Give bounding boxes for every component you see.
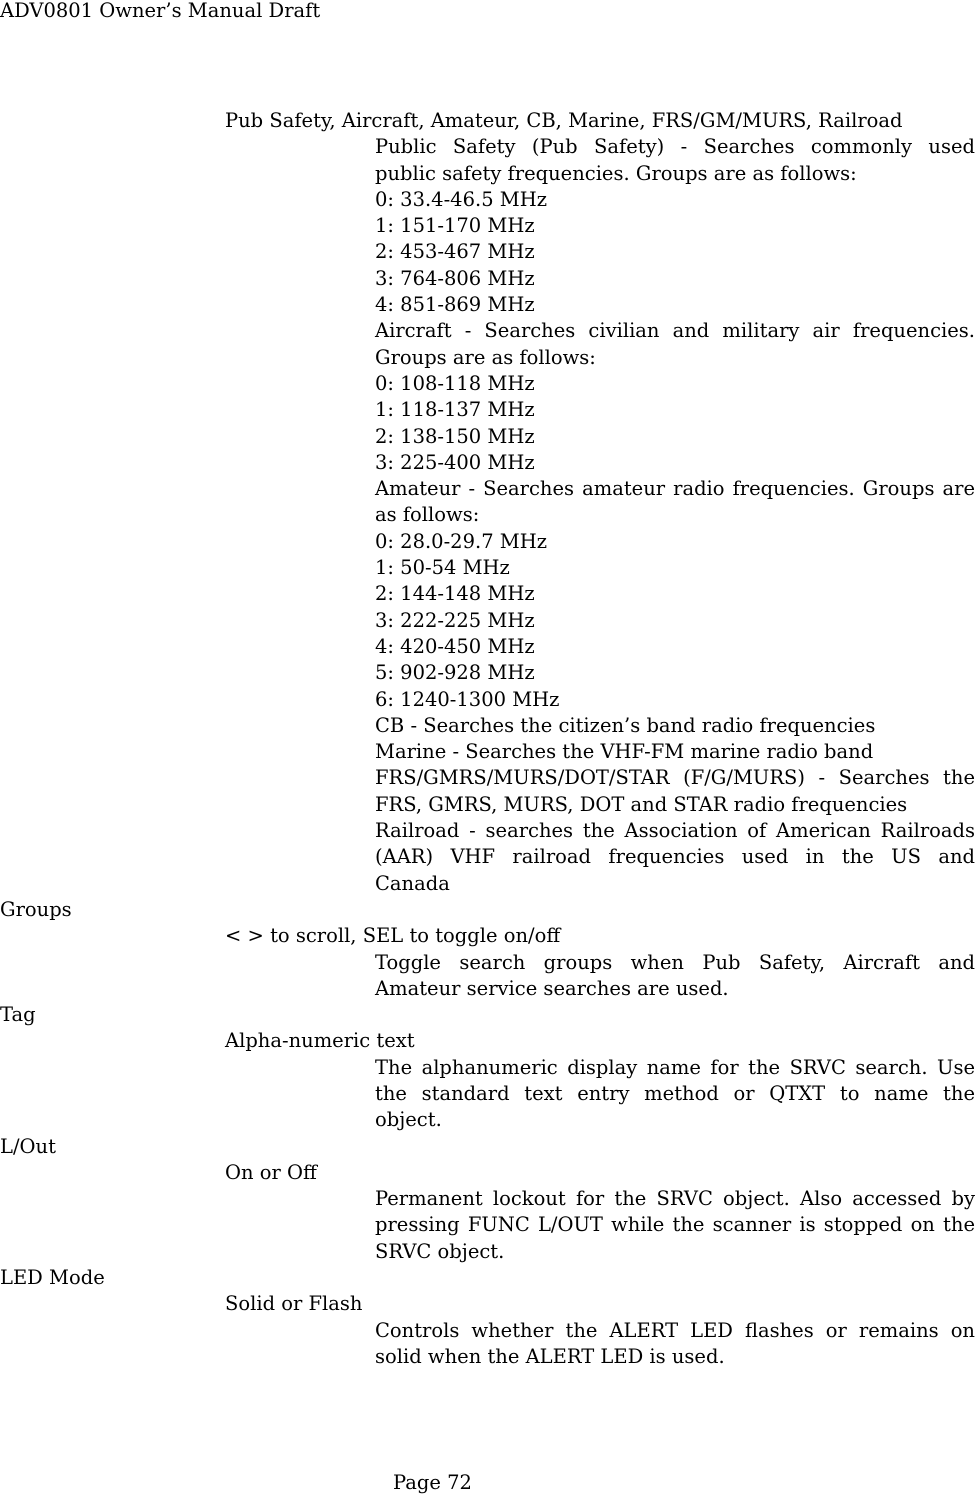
description-line: 1: 50-54 MHz <box>375 556 510 580</box>
document-header: ADV0801 Owner’s Manual Draft <box>0 0 321 22</box>
lout-options: On or Off <box>225 1160 317 1184</box>
description-line: FRS, GMRS, MURS, DOT and STAR radio frequencies <box>375 792 908 816</box>
lout-heading: L/Out <box>0 1134 56 1158</box>
description-line: 0: 108-118 MHz <box>375 371 535 395</box>
description-line: 0: 33.4-46.5 MHz <box>375 187 548 211</box>
description-line: 3: 222-225 MHz <box>375 608 535 632</box>
description-line: Railroad - searches the Association of American Railroads <box>375 819 975 843</box>
description-line: 2: 453-467 MHz <box>375 240 535 264</box>
description-line: as follows: <box>375 503 480 527</box>
description-line: (AAR) VHF railroad frequencies used in the US and <box>375 845 975 869</box>
description-line: 2: 138-150 MHz <box>375 424 535 448</box>
page-number: Page 72 <box>393 1471 472 1494</box>
description-line: The alphanumeric display name for the SRVC search. Use <box>375 1055 975 1079</box>
description-line: 1: 118-137 MHz <box>375 398 535 422</box>
description-line: 4: 420-450 MHz <box>375 634 535 658</box>
tag-heading: Tag <box>0 1003 36 1027</box>
led-mode-heading: LED Mode <box>0 1266 105 1290</box>
description-line: Marine - Searches the VHF-FM marine radio band <box>375 740 874 764</box>
description-line: Toggle search groups when Pub Safety, Aircraft and <box>375 950 975 974</box>
description-line: FRS/GMRS/MURS/DOT/STAR (F/G/MURS) - Searches the <box>375 766 975 790</box>
description-line: CB - Searches the citizen’s band radio frequencies <box>375 713 876 737</box>
tag-options: Alpha-numeric text <box>225 1029 415 1053</box>
description-line: Canada <box>375 871 450 895</box>
description-line: 1: 151-170 MHz <box>375 214 535 238</box>
service-description <box>0 134 975 897</box>
description-line: 5: 902-928 MHz <box>375 661 535 685</box>
description-line: 6: 1240-1300 MHz <box>375 687 560 711</box>
description-line: 3: 764-806 MHz <box>375 266 535 290</box>
description-line: Public Safety (Pub Safety) - Searches commonly used <box>375 135 975 159</box>
description-line: pressing FUNC L/OUT while the scanner is stopped on the <box>375 1213 975 1237</box>
description-line: Groups are as follows: <box>375 345 596 369</box>
led-mode-options: Solid or Flash <box>225 1292 363 1316</box>
description-line: solid when the ALERT LED is used. <box>375 1344 725 1368</box>
description-line: Amateur - Searches amateur radio frequencies. Groups are <box>375 477 975 501</box>
led-mode-description <box>0 1318 975 1371</box>
description-line: object. <box>375 1108 442 1132</box>
description-line: 4: 851-869 MHz <box>375 293 535 317</box>
document-body <box>0 108 975 1370</box>
description-line: Aircraft - Searches civilian and military air frequencies. <box>375 319 975 343</box>
lout-description <box>0 1186 975 1265</box>
description-line: the standard text entry method or QTXT to name the <box>375 1081 975 1105</box>
description-line: 0: 28.0-29.7 MHz <box>375 529 548 553</box>
groups-options: < > to scroll, SEL to toggle on/off <box>225 924 561 948</box>
tag-description <box>0 1055 975 1134</box>
description-line: Controls whether the ALERT LED flashes or remains on <box>375 1318 975 1342</box>
description-line: 2: 144-148 MHz <box>375 582 535 606</box>
description-line: public safety frequencies. Groups are as follows: <box>375 161 857 185</box>
description-line: 3: 225-400 MHz <box>375 450 535 474</box>
page-footer <box>0 1472 975 1494</box>
description-line: Permanent lockout for the SRVC object. Also accessed by <box>375 1187 975 1211</box>
groups-description <box>0 950 975 1003</box>
service-options: Pub Safety, Aircraft, Amateur, CB, Marine, FRS/GM/MURS, Railroad <box>225 109 903 132</box>
description-line: SRVC object. <box>375 1239 505 1263</box>
groups-heading: Groups <box>0 897 72 921</box>
description-line: Amateur service searches are used. <box>375 976 729 1000</box>
